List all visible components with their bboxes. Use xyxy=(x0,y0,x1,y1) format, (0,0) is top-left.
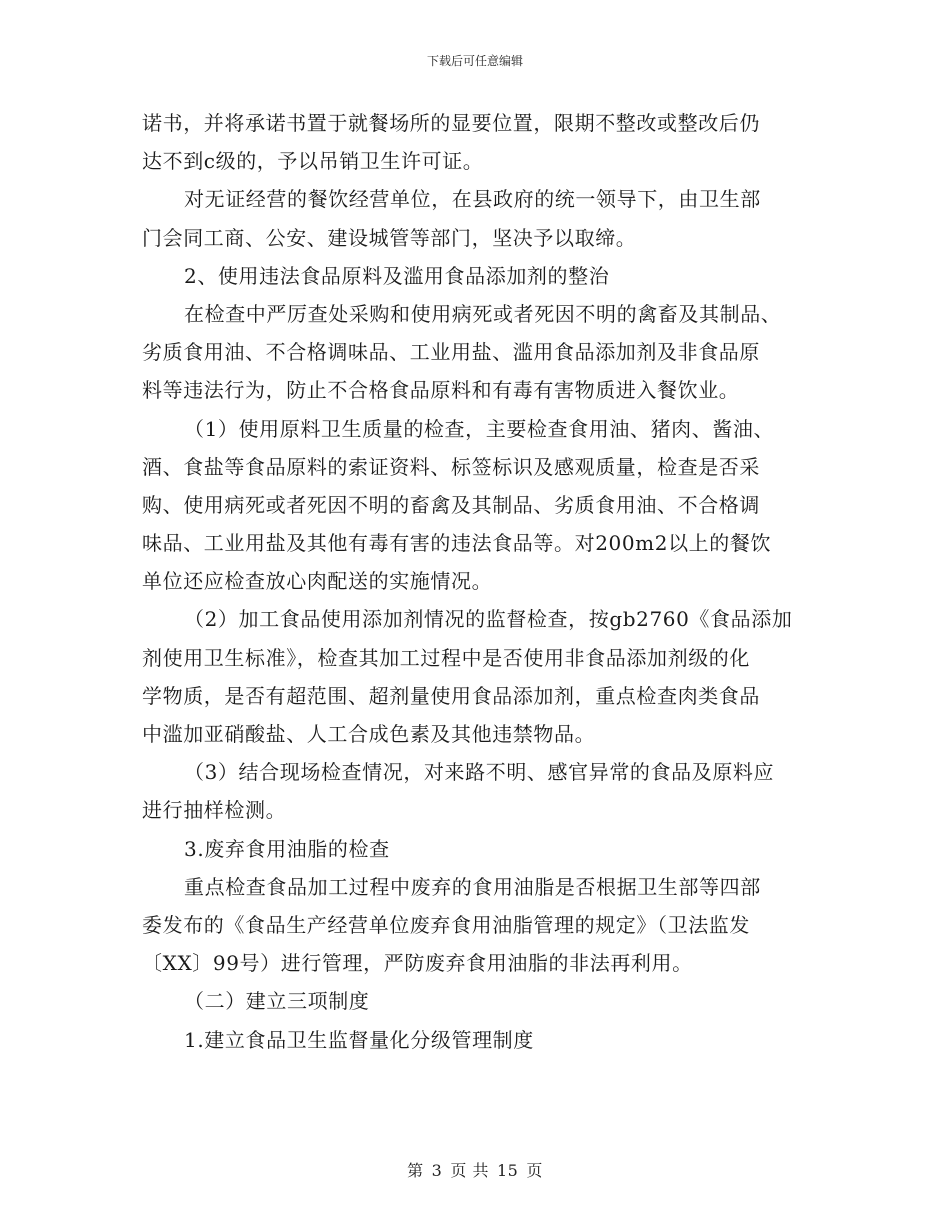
text-line: 剂使用卫生标准》，检查其加工过程中是否使用非食品添加剂级的化 xyxy=(142,645,750,670)
text-line: 中滥加亚硝酸盐、人工合成色素及其他违禁物品。 xyxy=(142,722,596,746)
document-body xyxy=(142,104,814,1059)
text-line: （1）使用原料卫生质量的检查，主要检查食用油、猪肉、酱油、 xyxy=(184,416,775,441)
page-label-suffix: 页 xyxy=(526,1161,543,1180)
text-line: 重点检查食品加工过程中废弃的食用油脂是否根据卫生部等四部 xyxy=(184,874,761,899)
section-heading: 3.废弃食用油脂的检查 xyxy=(184,836,390,861)
text-line: 诺书，并将承诺书置于就餐场所的显要位置，限期不整改或整改后仍 xyxy=(142,111,760,135)
section-heading: 1.建立食品卫生监督量化分级管理制度 xyxy=(184,1027,534,1052)
page-label-prefix: 第 xyxy=(407,1161,424,1180)
text-line: 达不到c级的，予以吊销卫生许可证。 xyxy=(142,149,484,174)
text-line: 〔XX〕99号）进行管理，严防废弃食用油脂的非法再利用。 xyxy=(142,951,693,976)
page-label-mid: 页 共 xyxy=(450,1161,489,1180)
page-current: 3 xyxy=(431,1161,443,1180)
text-line: （3）结合现场检查情况，对来路不明、感官异常的食品及原料应 xyxy=(184,760,775,785)
text-line: 委发布的《食品生产经营单位废弃食用油脂管理的规定》（卫法监发 xyxy=(142,912,750,937)
text-line: 门会同工商、公安、建设城管等部门，坚决予以取缔。 xyxy=(142,225,637,250)
text-line: 进行抽样检测。 xyxy=(142,798,287,823)
page-number xyxy=(0,1158,950,1181)
text-line: 料等违法行为，防止不合格食品原料和有毒有害物质进入餐饮业。 xyxy=(142,378,740,403)
text-line: 味品、工业用盐及其他有毒有害的违法食品等。对200m2以上的餐饮 xyxy=(142,531,772,556)
text-line: 酒、食盐等食品原料的索证资料、标签标识及感观质量，检查是否采 xyxy=(142,454,760,479)
text-line: 对无证经营的餐饮经营单位，在县政府的统一领导下，由卫生部 xyxy=(184,187,761,212)
page-header-note: 下载后可任意编辑 xyxy=(426,54,523,68)
text-line: 购、使用病死或者死因不明的畜禽及其制品、劣质食用油、不合格调 xyxy=(142,492,760,517)
text-line: 学物质，是否有超范围、超剂量使用食品添加剂，重点检查肉类食品 xyxy=(142,683,760,708)
text-line: 在检查中严厉查处采购和使用病死或者死因不明的禽畜及其制品、 xyxy=(184,301,782,326)
text-line: （2）加工食品使用添加剂情况的监督检查，按gb2760《食品添加 xyxy=(184,607,793,632)
section-heading: （二）建立三项制度 xyxy=(184,989,370,1014)
text-line: 单位还应检查放心肉配送的实施情况。 xyxy=(142,569,493,594)
section-heading: 2、使用违法食品原料及滥用食品添加剂的整治 xyxy=(184,263,610,288)
text-line: 劣质食用油、不合格调味品、工业用盐、滥用食品添加剂及非食品原 xyxy=(142,340,760,365)
page-total: 15 xyxy=(496,1161,519,1180)
